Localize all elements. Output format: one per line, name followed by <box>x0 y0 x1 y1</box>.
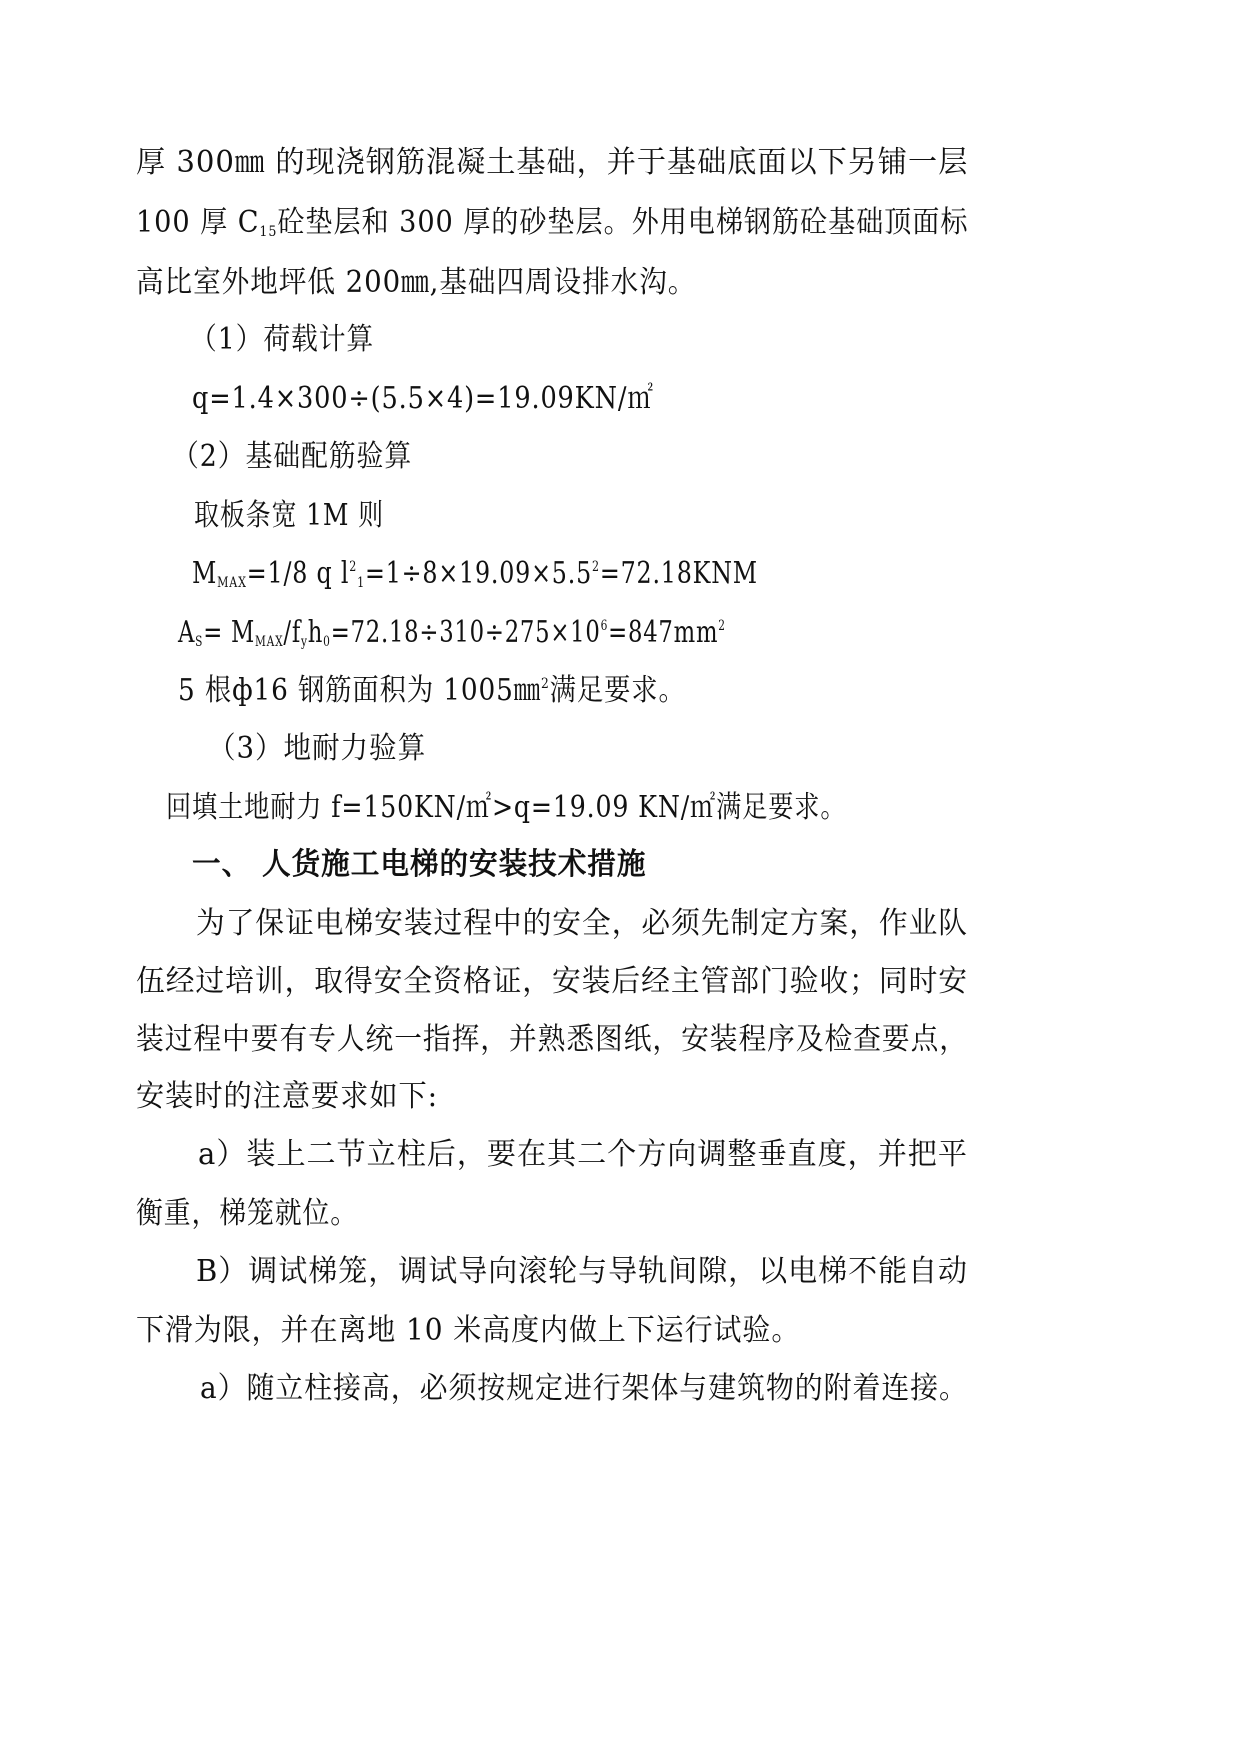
list-item-line: 下滑为限，并在离地 10 米高度内做上下运行试验。 <box>136 1313 801 1348</box>
paragraph-line: 装过程中要有专人统一指挥，并熟悉图纸，安装程序及检查要点， <box>136 1022 968 1057</box>
paragraph-line: 安装时的注意要求如下: <box>136 1079 439 1114</box>
paragraph-line: 为了保证电梯安装过程中的安全，必须先制定方案，作业队 <box>196 906 968 941</box>
paragraph-line: 高比室外地坪低 200㎜,基础四周设排水沟。 <box>136 265 697 300</box>
section-heading: 一、 人货施工电梯的安装技术措施 <box>192 847 647 882</box>
text-line: 取板条宽 1M 则 <box>194 498 384 533</box>
text-line: 5 根ф16 钢筋面积为 1005㎜$^2$满足要求。 <box>178 673 686 708</box>
section-title: （3）地耐力验算 <box>208 731 427 766</box>
list-item-line: a）装上二节立柱后，要在其二个方向调整垂直度，并把平 <box>198 1137 968 1172</box>
list-item-line: B）调试梯笼，调试导向滚轮与导轨间隙，以电梯不能自动 <box>196 1254 969 1289</box>
formula: $M_{MAX}=1/8$ q $l^2_1=1\div 8\times 19.09\times 5.5^2=72.18KNM$ <box>192 556 758 591</box>
paragraph-line: 伍经过培训，取得安全资格证，安装后经主管部门验收；同时安 <box>136 964 968 999</box>
list-item-line: 衡重，梯笼就位。 <box>136 1196 358 1231</box>
section-title: （2）基础配筋验算 <box>172 439 413 474</box>
formula: $A_S= M_{MAX}/f_yh_0=72.18\div 310\div 275\times 10^6=847mm^2$ <box>178 615 726 650</box>
formula: q=1.4×300÷(5.5×4)=19.09KN/㎡ <box>192 381 654 416</box>
paragraph-line: 100 厚 $C_{15}$砼垫层和 300 厚的砂垫层。外用电梯钢筋砼基础顶面标 <box>136 205 969 240</box>
section-title: （1）荷载计算 <box>190 322 375 357</box>
paragraph-line: 厚 300㎜ 的现浇钢筋混凝土基础，并于基础底面以下另铺一层 <box>136 145 969 180</box>
text-line: 回填土地耐力 f=150KN/㎡>q=19.09 KN/㎡满足要求。 <box>166 790 847 825</box>
list-item-line: a）随立柱接高，必须按规定进行架体与建筑物的附着连接。 <box>200 1371 968 1406</box>
